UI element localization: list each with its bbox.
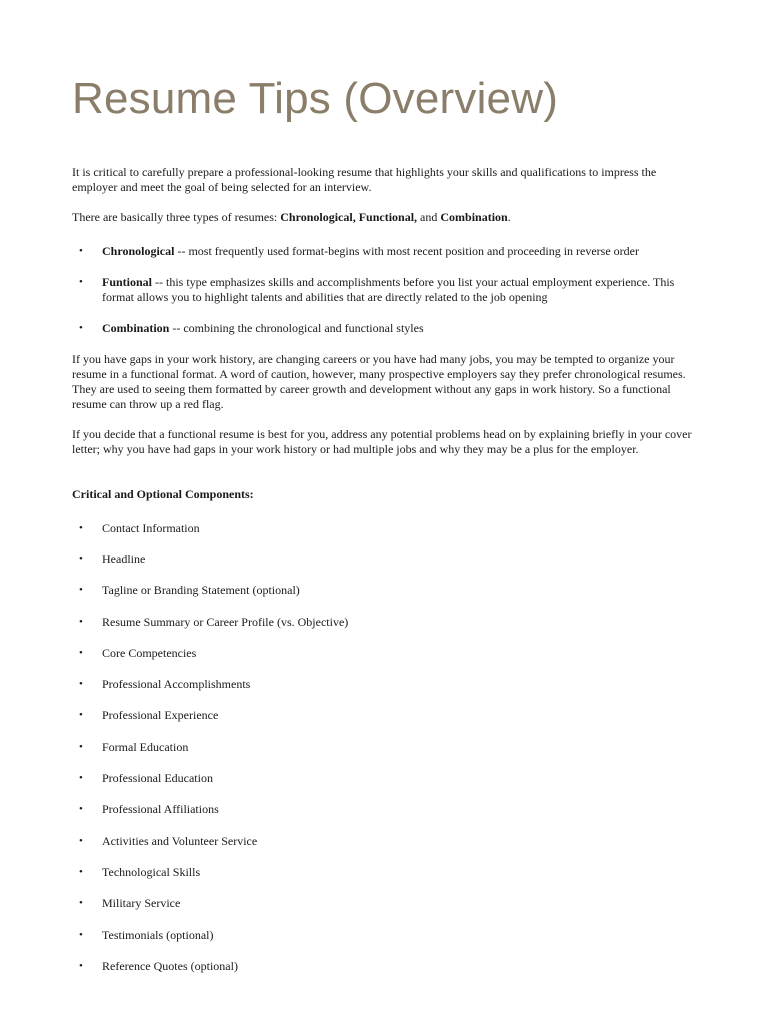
bullet-icon: • (79, 584, 83, 596)
bullet-icon: • (79, 553, 83, 565)
component-label: Professional Affiliations (102, 802, 219, 816)
component-label: Testimonials (optional) (102, 928, 214, 942)
types-prefix: There are basically three types of resumes: (72, 210, 281, 224)
bullet-icon: • (79, 678, 83, 690)
bullet-icon: • (79, 522, 83, 534)
component-label: Technological Skills (102, 865, 201, 879)
component-label: Tagline or Branding Statement (optional) (102, 583, 300, 597)
type-description: -- combining the chronological and functional styles (169, 321, 424, 335)
components-heading: Critical and Optional Components: (72, 487, 254, 501)
component-label: Military Service (102, 896, 181, 910)
bullet-icon: • (79, 709, 83, 721)
intro-paragraph: It is critical to carefully prepare a professional-looking resume that highlights your skills and qualifications to impress the employer and meet the goal of being selected for an interview. (72, 165, 657, 194)
bullet-icon: • (79, 276, 83, 288)
component-label: Activities and Volunteer Service (102, 834, 258, 848)
component-label: Resume Summary or Career Profile (vs. Objective) (102, 615, 349, 629)
types-middle: and (417, 210, 441, 224)
bullet-icon: • (79, 245, 83, 257)
bullet-icon: • (79, 772, 83, 784)
types-chronological-functional: Chronological, Functional, (280, 210, 418, 224)
bullet-icon: • (79, 741, 83, 753)
type-name: Combination (102, 321, 170, 335)
component-label: Professional Education (102, 771, 213, 785)
gaps-paragraph: If you have gaps in your work history, are changing careers or you have had many jobs, you may be tempted to organize your resume in a functional format. A word of caution, however, many prospective employers say they prefer chronological resumes. They are used to seeing them formatted by career growth and development without any gaps in work history. So a functional resume can throw up a red flag. (72, 352, 686, 411)
type-description: -- this type emphasizes skills and accomplishments before you list your actual employment experience. This format allows you to highlight talents and abilities that are directly related to the job opening (102, 275, 675, 304)
types-combination: Combination (440, 210, 508, 224)
types-suffix: . (507, 210, 511, 224)
type-description: -- most frequently used format-begins with most recent position and proceeding in reverse order (174, 244, 639, 258)
component-label: Professional Accomplishments (102, 677, 251, 691)
bullet-icon: • (79, 929, 83, 941)
component-label: Formal Education (102, 740, 189, 754)
bullet-icon: • (79, 322, 83, 334)
component-label: Contact Information (102, 521, 200, 535)
bullet-icon: • (79, 616, 83, 628)
bullet-icon: • (79, 897, 83, 909)
component-label: Reference Quotes (optional) (102, 959, 238, 973)
bullet-icon: • (79, 960, 83, 972)
functional-advice-paragraph: If you decide that a functional resume is best for you, address any potential problems head on by explaining briefly in your cover letter; why you have had gaps in your work history or had multiple jobs and why they may be a plus for the employer. (72, 427, 692, 456)
bullet-icon: • (79, 866, 83, 878)
type-name: Funtional (102, 275, 153, 289)
type-name: Chronological (102, 244, 175, 258)
component-label: Headline (102, 552, 146, 566)
bullet-icon: • (79, 803, 83, 815)
resume-types-sentence (72, 210, 702, 225)
component-label: Core Competencies (102, 646, 197, 660)
page-title: Resume Tips (Overview) (72, 74, 559, 123)
bullet-icon: • (79, 835, 83, 847)
bullet-icon: • (79, 647, 83, 659)
component-label: Professional Experience (102, 708, 219, 722)
